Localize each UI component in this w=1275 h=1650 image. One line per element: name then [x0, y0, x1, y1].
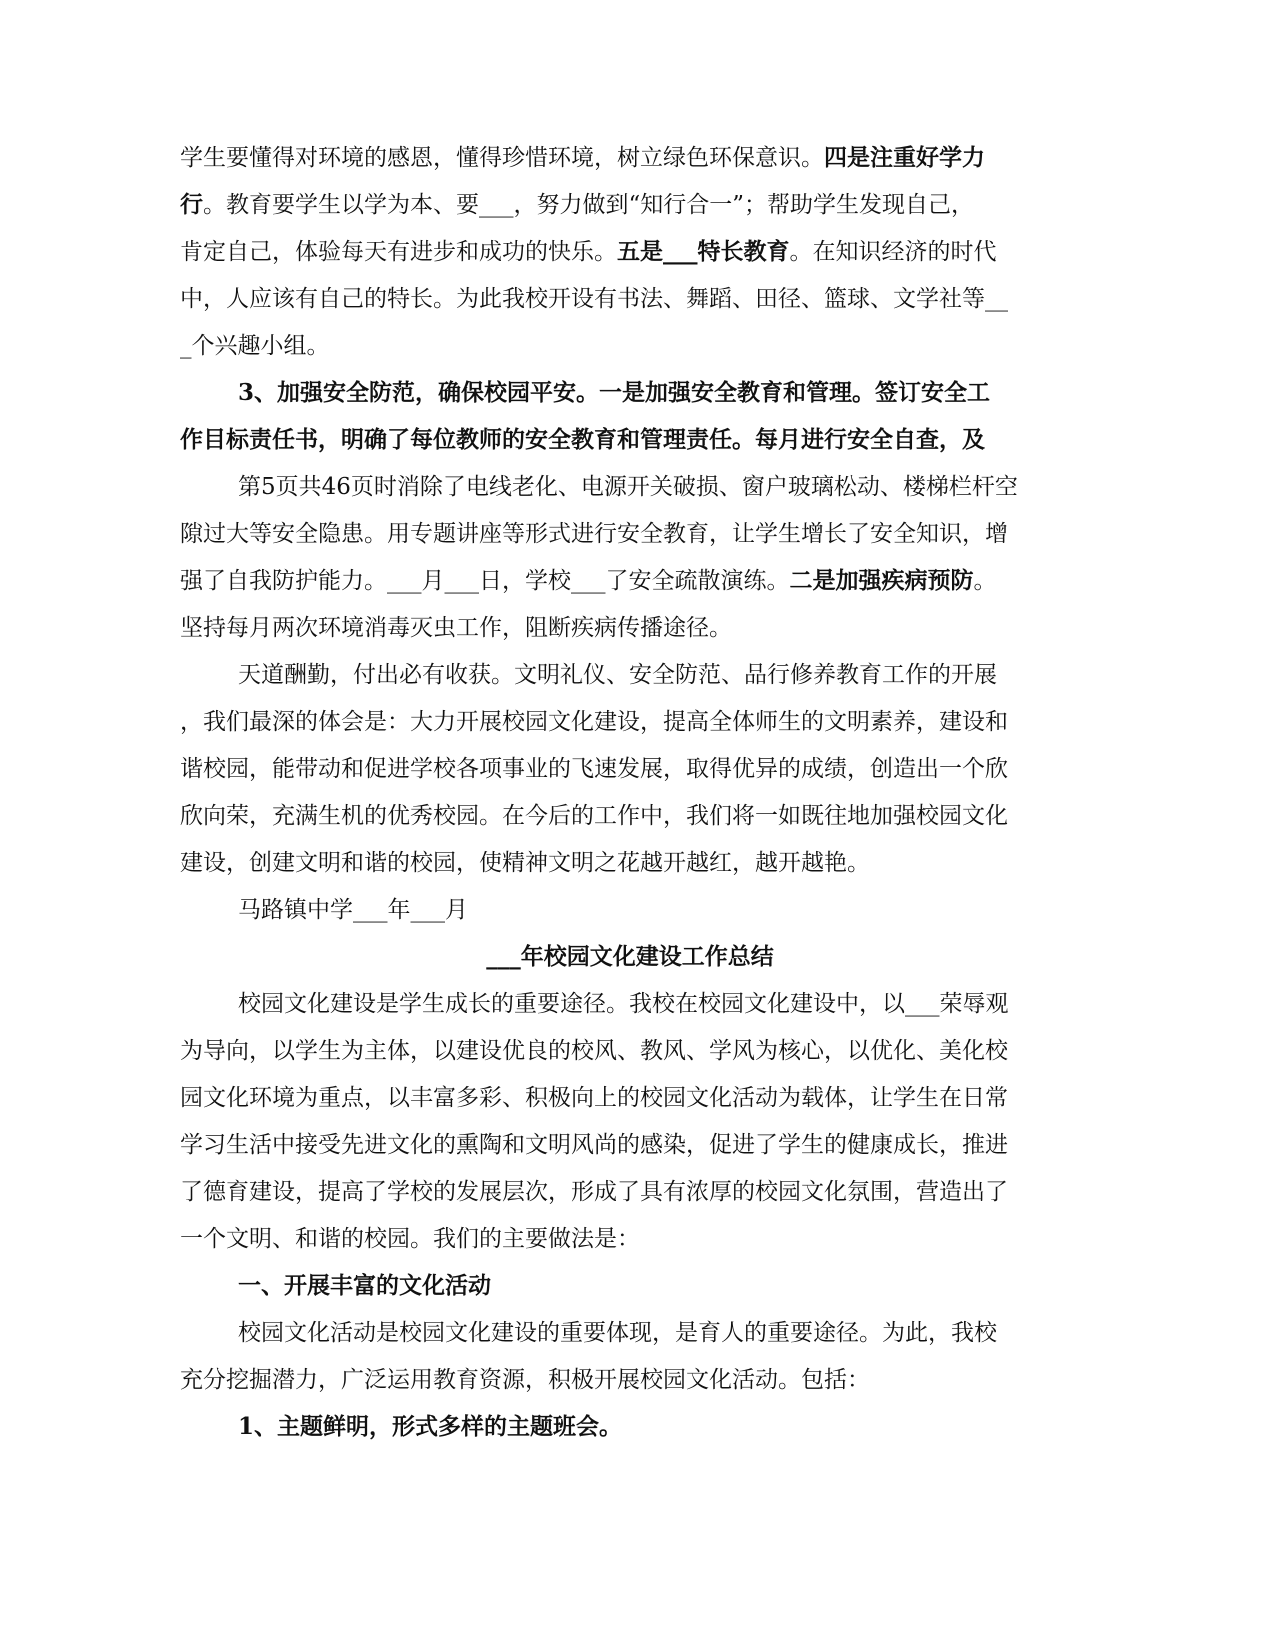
section-heading: [238, 1266, 491, 1306]
text-line: [180, 279, 1008, 319]
text-run: 强了自我防护能力。___月___日，学校___了安全疏散演练。: [180, 568, 790, 594]
text-run: 建设，创建文明和谐的校园，使精神文明之花越开越红，越开越艳。: [180, 850, 870, 876]
text-run: _个兴趣小组。: [180, 333, 330, 359]
text-run: 。在知识经济的时代: [789, 239, 997, 265]
bold-text-run: 一、开展丰富的文化活动: [238, 1272, 491, 1299]
text-line: [180, 138, 985, 178]
text-run: 了德育建设，提高了学校的发展层次，形成了具有浓厚的校园文化氛围，营造出了: [180, 1179, 1008, 1205]
text-run: 学习生活中接受先进文化的熏陶和文明风尚的感染，促进了学生的健康成长，推进: [180, 1132, 1008, 1158]
text-run: 欣向荣，充满生机的优秀校园。在今后的工作中，我们将一如既往地加强校园文化: [180, 803, 1008, 829]
subsection-heading: [238, 1407, 622, 1447]
text-run: 。: [973, 568, 997, 594]
bold-text-run: 四是注重好学力: [824, 144, 985, 171]
text-run: 充分挖掘潜力，广泛运用教育资源，积极开展校园文化活动。包括：: [180, 1367, 870, 1393]
bold-text-run: 1、主题鲜明，形式多样的主题班会。: [238, 1413, 623, 1440]
text-line: [180, 1219, 640, 1259]
text-run: 马路镇中学___年___月: [238, 897, 468, 923]
text-line: [238, 984, 1009, 1024]
text-line: [180, 796, 1008, 836]
text-run: 。教育要学生以学为本、要___，努力做到“知行合一”；帮助学生发现自己，: [203, 192, 975, 218]
text-line: [180, 1172, 1008, 1212]
text-line: [238, 1313, 997, 1353]
text-run: ，我们最深的体会是：大力开展校园文化建设，提高全体师生的文明素养，建设和: [180, 709, 1008, 735]
text-run: 学生要懂得对环境的感恩，懂得珍惜环境，树立绿色环保意识。: [180, 145, 824, 171]
bold-text-run: ___年校园文化建设工作总结: [486, 943, 774, 970]
text-run: 园文化环境为重点，以丰富多彩、积极向上的校园文化活动为载体，让学生在日常: [180, 1085, 1008, 1111]
text-run: 隙过大等安全隐患。用专题讲座等形式进行安全教育，让学生增长了安全知识，增: [180, 521, 1008, 547]
section-heading: [238, 373, 990, 413]
document-title: [180, 937, 1080, 977]
text-run: 第5页共46页时消除了电线老化、电源开关破损、窗户玻璃松动、楼梯栏杆空: [238, 474, 1018, 500]
signature-line: [238, 890, 468, 930]
text-line: [180, 232, 997, 272]
text-run: 坚持每月两次环境消毒灭虫工作，阻断疾病传播途径。: [180, 615, 732, 641]
text-line: [238, 467, 1018, 507]
text-line: [180, 1125, 1008, 1165]
text-line: [180, 608, 732, 648]
text-line: [180, 1031, 1008, 1071]
bold-text-run: 二是加强疾病预防: [789, 567, 974, 594]
text-run: 中，人应该有自己的特长。为此我校开设有书法、舞蹈、田径、篮球、文学社等__: [180, 286, 1008, 312]
text-line: [180, 702, 1008, 742]
text-run: 为导向，以学生为主体，以建设优良的校风、教风、学风为核心，以优化、美化校: [180, 1038, 1008, 1064]
text-line: [180, 1078, 1008, 1118]
text-run: 校园文化活动是校园文化建设的重要体现，是育人的重要途径。为此，我校: [238, 1320, 997, 1346]
text-line: [180, 185, 974, 225]
text-line: [180, 561, 997, 601]
text-run: 谐校园，能带动和促进学校各项事业的飞速发展，取得优异的成绩，创造出一个欣: [180, 756, 1008, 782]
text-run: 一个文明、和谐的校园。我们的主要做法是：: [180, 1226, 640, 1252]
text-line: [238, 655, 997, 695]
text-run: 天道酬勤，付出必有收获。文明礼仪、安全防范、品行修养教育工作的开展: [238, 662, 997, 688]
text-run: 校园文化建设是学生成长的重要途径。我校在校园文化建设中，以___荣辱观: [238, 991, 1009, 1017]
text-run: 肯定自己，体验每天有进步和成功的快乐。: [180, 239, 617, 265]
bold-text-run: 五是___特长教育: [617, 238, 790, 265]
text-line: [180, 514, 1008, 554]
text-line: [180, 420, 985, 460]
text-line: [180, 749, 1008, 789]
bold-text-run: 行: [180, 191, 203, 218]
text-line: [180, 843, 870, 883]
text-line: [180, 326, 330, 366]
bold-text-run: 3、加强安全防范，确保校园平安。一是加强安全教育和管理。签订安全工: [238, 379, 991, 406]
text-line: [180, 1360, 870, 1400]
bold-text-run: 作目标责任书，明确了每位教师的安全教育和管理责任。每月进行安全自查，及: [180, 426, 985, 453]
